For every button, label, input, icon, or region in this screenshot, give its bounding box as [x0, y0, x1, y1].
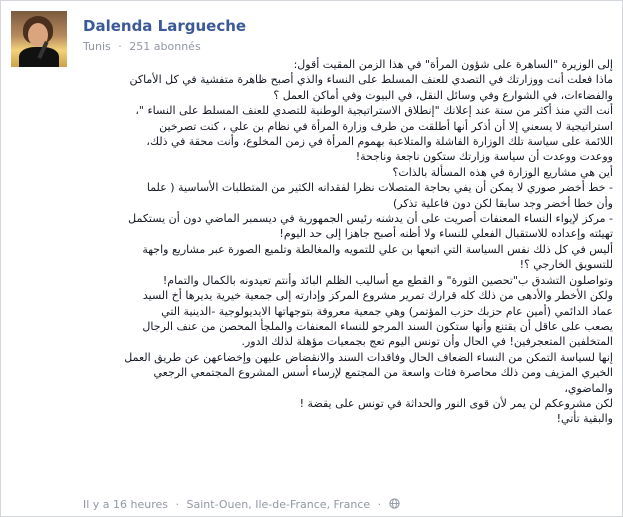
post-text-line: أين هي مشاريع الوزارة في هذه المسألة بالذات؟: [392, 165, 613, 179]
footer-separator: ·: [175, 498, 180, 511]
post-text: [73, 57, 613, 427]
post-text-line: اللائمة على سياسة تلك الوزارة الفاشلة والمتلاعبة بهموم المرأة في زمن المخلوع، وأنت محقة في ذلك،: [146, 135, 613, 149]
post-footer: [83, 498, 400, 511]
author-location[interactable]: Tunis: [83, 40, 111, 53]
post-text-line: والفضاءات، في الشوارع وفي وسائل النقل، في البيوت وفي أماكن العمل ؟: [273, 88, 613, 102]
post-text-line: يصعب على عاقل أن يقتنع وأنها ستكون السند المرجو للنساء المعنفات والملجأ المحصن من عنف الرجال: [142, 319, 613, 333]
post-text-line: أليس في كل ذلك نفس السياسة التي اتبعها بن علي للتمويه والمغالطة وتلميع الصورة عبر مشاريع واجهة: [142, 242, 613, 256]
post-text-line: لكن مشروعكم لن يمر لأن قوى النور والحداثة في تونس على يقضة !: [299, 396, 613, 410]
post-text-line: والبقية تأتي!: [556, 412, 613, 426]
author-name[interactable]: Dalenda Largueche: [83, 17, 247, 35]
post-text-line: - خط أخضر صوري لا يمكن أن يفي بحاجة المتصلات نظرا لفقدانه الكثير من المتطلبات الأساسية ( علما: [146, 181, 613, 195]
footer-separator-2: ·: [377, 498, 382, 511]
follower-count[interactable]: 251 abonnés: [129, 40, 201, 53]
post-text-line: - مركز لإيواء النساء المعنفات أصريت على أن يدشنه رئيس الجمهورية في ديسمبر الماضي دون أن يستكمل: [128, 212, 613, 226]
post-text-line: والماضوي،: [564, 381, 613, 395]
post-text-line: أنت التي منذ أكثر من سنة عند إعلانك "إنطلاق الاستراتيجية الوطنية للتصدي للعنف المسلط على النساء "،: [135, 104, 613, 118]
post-text-line: ولكن الأخطر والأدهى من ذلك كله قرارك تمرير مشروع المركز وإدارته إلى جمعية خيرية يديرها أخ السيد: [142, 289, 613, 303]
post-text-line: وأن خطا أخضر وجد سابقا لكن دون فاعلية تذكر): [392, 196, 613, 210]
post-text-line: عماد الدائمي (أمين عام حزبك حزب المؤتمر) وهي جمعية معروفة بتوجهاتها الايديولوجية -الدينية التي: [161, 304, 613, 318]
author-meta: [83, 40, 201, 53]
post-text-line: إنها لسياسة التمكن من النساء الضعاف الحال وفاقدات السند والانقضاض عليهن وإخضاعهن عن طريق العمل: [124, 350, 613, 364]
author-avatar[interactable]: [11, 11, 67, 67]
post-text-line: الخيري المزيف ومن ذلك محاصرة فئات واسعة من المجتمع لإرساء أسس المشروع المجتمعي الرجعي: [153, 366, 613, 380]
post-text-line: إلى الوزيرة "الساهرة على شؤون المرأة" في هذا الزمن المقيت أقول:: [293, 58, 613, 71]
post-text-line: ووعدت ووعدت أن سياسة وزارتك ستكون ناجعة وناجحة!: [355, 150, 613, 164]
post-text-line: استراتيجية لا يسعني إلا أن أذكر أنها أطلقت من طرف وزارة المرأة في نظام بن علي ، كنت تصرخين: [159, 119, 613, 133]
post-text-line: تهيئته وإعداده للاستقبال الفعلي للنساء ولا أظنه أصبح جاهزا إلى حد اليوم!: [279, 227, 613, 241]
post-text-line: المتخلفين المتعجرفين! في الحال وأن تونس اليوم تعج بجمعيات مؤهلة لذلك الدور.: [241, 335, 613, 349]
meta-separator: ·: [118, 40, 122, 53]
post-place[interactable]: Saint-Ouen, Ile-de-France, France: [186, 498, 371, 511]
post-text-line: للتسويق الخارجي ؟!: [519, 258, 613, 272]
post-text-line: وتواصلون التشدق ب"تحصين الثورة" و القطع مع أساليب الظلم البائد وأنتم تعيدونه بالكمال والتمام!: [162, 273, 613, 287]
post-timestamp[interactable]: Il y a 16 heures: [83, 498, 169, 511]
post-text-line: ماذا فعلت أنت ووزارتك في التصدي للعنف المسلط على النساء والذي أصبح ظاهرة متفشية في كل الأماكن: [129, 73, 613, 87]
globe-icon[interactable]: [389, 498, 400, 509]
